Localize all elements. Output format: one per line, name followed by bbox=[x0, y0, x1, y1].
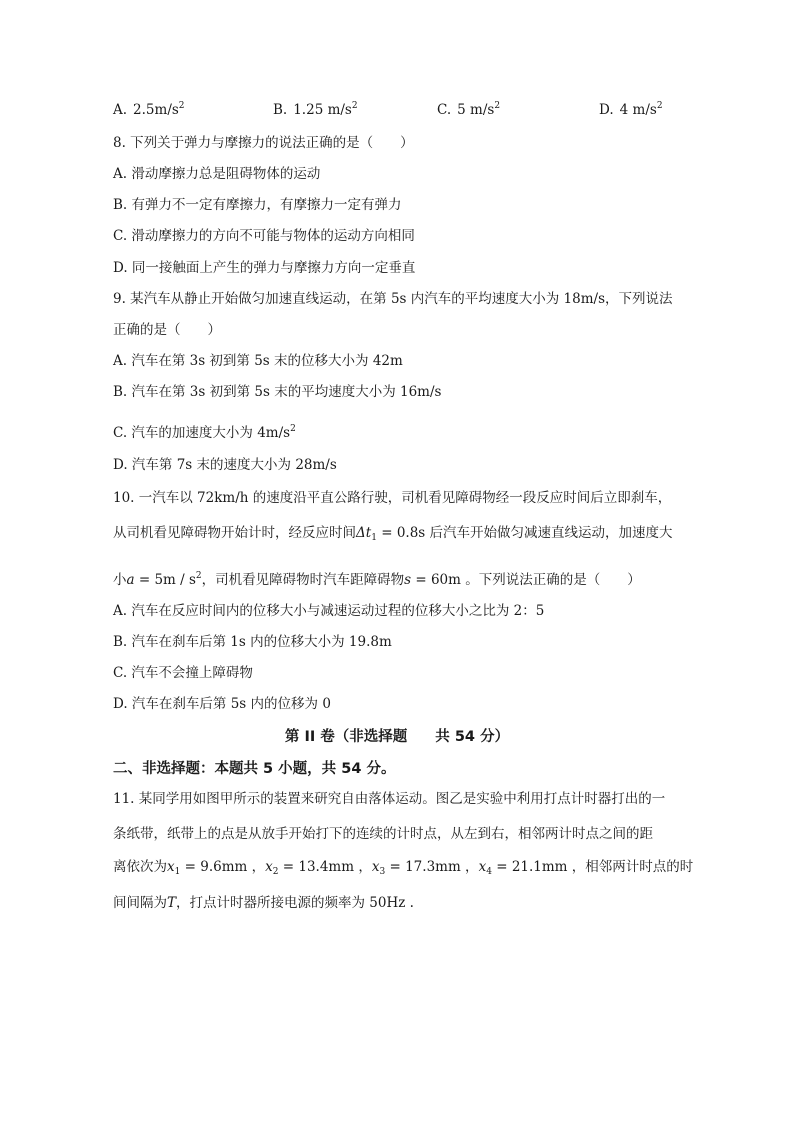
q8-option-d: D. 同一接触面上产生的弹力与摩擦力方向一定垂直 bbox=[113, 260, 416, 276]
q7-choice-d: D. 4 $m/s^2$ bbox=[599, 101, 663, 118]
q10-stem-line2: 从司机看见障碍物开始计时，经反应时间$\Delta t_1 = 0.8s$ 后汽车开始做匀减速直线运动，加速度大 bbox=[113, 525, 673, 543]
q10-stem-line3: 小$a = 5m / s^2$，司机看见障碍物时汽车距障碍物s = 60m 。下列说法正确的是（ ） bbox=[113, 571, 641, 588]
q8-option-b: B. 有弹力不一定有摩擦力，有摩擦力一定有弹力 bbox=[113, 197, 402, 213]
q9-option-a: A. 汽车在第 3s 初到第 5s 末的位移大小为 42m bbox=[113, 353, 403, 369]
q10-option-a: A. 汽车在反应时间内的位移大小与减速运动过程的位移大小之比为 2：5 bbox=[113, 603, 545, 619]
part-2-heading: 二、非选择题：本题共 5 小题，共 54 分。 bbox=[113, 761, 396, 777]
q8-option-c: C. 滑动摩擦力的方向不可能与物体的运动方向相同 bbox=[113, 228, 415, 244]
q8-option-a: A. 滑动摩擦力总是阻碍物体的运动 bbox=[113, 166, 321, 182]
q10-option-d: D. 汽车在刹车后第 5s 内的位移为 0 bbox=[113, 696, 331, 712]
q7-choice-c: C. 5 $m/s^2$ bbox=[437, 101, 501, 118]
q7-choice-b: B. 1.25 $m/s^2$ bbox=[273, 101, 358, 118]
q11-line3: 离依次为$x_1 = 9.6mm$ ，$x_2 = 13.4mm$ ，$x_3 = 17.3mm$ ，$x_4 = 21.1mm$ ，相邻两计时点的时 bbox=[113, 859, 694, 877]
q9-option-c: C. 汽车的加速度大小为 $4m/s^2$ bbox=[113, 424, 296, 441]
q11-line1: 11. 某同学用如图甲所示的装置来研究自由落体运动。图乙是实验中利用打点计时器打出的一 bbox=[113, 791, 666, 807]
q9-option-b: B. 汽车在第 3s 初到第 5s 末的平均速度大小为 16m/s bbox=[113, 384, 442, 400]
q7-choices bbox=[0, 101, 794, 123]
q11-line4: 间间隔为T，打点计时器所接电源的频率为 50Hz . bbox=[113, 895, 414, 911]
q10-stem-line1: 10. 一汽车以 72km/h 的速度沿平直公路行驶，司机看见障碍物经一段反应时间后立即刹车， bbox=[113, 490, 672, 506]
q10-option-b: B. 汽车在刹车后第 1s 内的位移大小为 19.8m bbox=[113, 634, 392, 650]
section-2-title: 第 II 卷（非选择题 共 54 分） bbox=[284, 729, 510, 745]
q10-option-c: C. 汽车不会撞上障碍物 bbox=[113, 665, 253, 681]
q9-stem-line1: 9. 某汽车从静止开始做匀加速直线运动，在第 5s 内汽车的平均速度大小为 18m/s，下列说法 bbox=[113, 291, 673, 307]
q9-stem-line2: 正确的是（ ） bbox=[113, 322, 221, 338]
q7-choice-a: A. $2.5m/s^2$ bbox=[113, 101, 185, 118]
q8-stem: 8. 下列关于弹力与摩擦力的说法正确的是（ ） bbox=[113, 135, 414, 151]
q9-option-d: D. 汽车第 7s 末的速度大小为 28m/s bbox=[113, 457, 337, 473]
q11-line2: 条纸带，纸带上的点是从放手开始打下的连续的计时点，从左到右，相邻两计时点之间的距 bbox=[113, 826, 653, 842]
